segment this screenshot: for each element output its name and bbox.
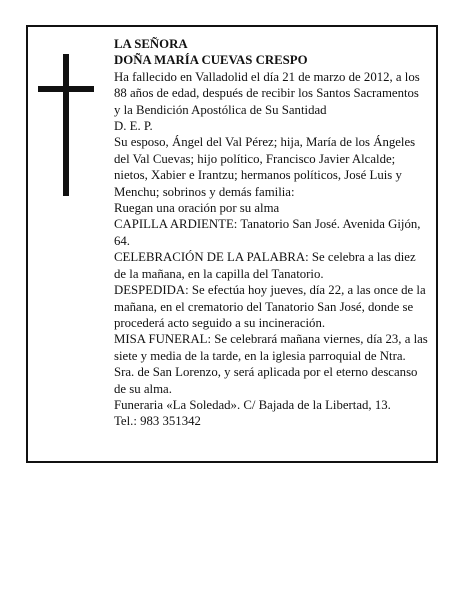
deceased-name: DOÑA MARÍA CUEVAS CRESPO [114,53,308,68]
prayer-request: Ruegan una oración por su alma [114,201,280,216]
celebration-info: CELEBRACIÓN DE LA PALABRA: Se celebra a las diez de la mañana, en la capilla del Tanatorio. [114,250,416,281]
chapel-info: CAPILLA ARDIENTE: Tanatorio San José. Avenida Gijón, 64. [114,217,421,248]
family-list: Su esposo, Ángel del Val Pérez; hija, María de los Ángeles del Val Cuevas; hijo político, Francisco Javier Alcalde; nietos, Xabier e Irantzu; hermanos políticos, José Luis y Menchu; sobrinos y demás familia: [114,135,416,199]
phone-info: Tel.: 983 351342 [114,414,201,429]
funeral-mass-info: MISA FUNERAL: Se celebrará mañana viernes, día 23, a las siete y media de la tarde, en la iglesia parroquial de Ntra. Sra. de San Lorenzo, y será aplicada por el eterno descanso de su alma. [114,332,428,396]
farewell-info: DESPEDIDA: Se efectúa hoy jueves, día 22, a las once de la mañana, en el crematorio del Tanatorio San José, donde se procederá acto seguido a su incineración. [114,283,426,330]
cross-horizontal-bar [38,86,94,92]
dep-line: D. E. P. [114,119,153,134]
funeral-home-info: Funeraria «La Soledad». C/ Bajada de la Libertad, 13. [114,397,391,412]
heading-title: LA SEÑORA [114,37,188,51]
death-statement: Ha fallecido en Valladolid el día 21 de marzo de 2012, a los 88 años de edad, después de recibir los Santos Sacramentos y la Bendición Apostólica de Su Santidad [114,69,420,117]
obituary-text [114,36,428,430]
cross-vertical-bar [63,54,69,196]
